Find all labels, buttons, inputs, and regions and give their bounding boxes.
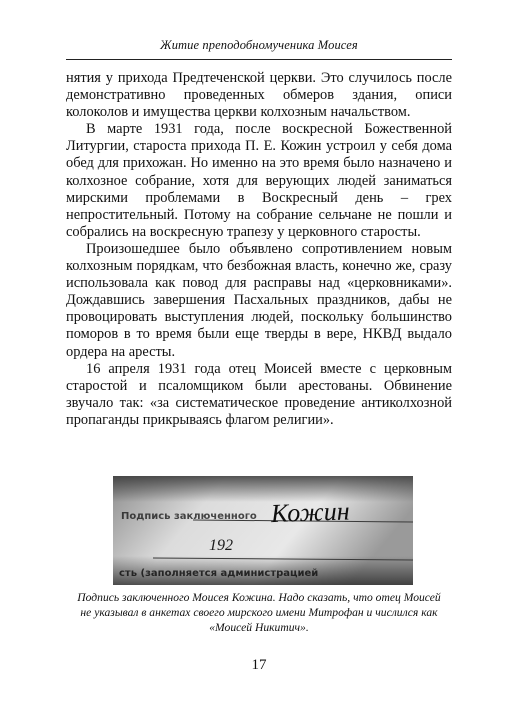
running-header: Житие преподобномученика Моисея: [160, 38, 358, 52]
header-rule: [66, 59, 452, 60]
paragraph: Произошедшее было объявлено сопротивлением новым колхозным порядкам, что безбожная власть, конечно же, сразу использовала как повод для расправы над «церковниками». Дождавшись завершения Пасхальных праздников, дабы не провоцировать выступления людей, поскольку большинство поморов в то время были еще тверды в вере, НКВД выдало ордера на аресты.: [66, 240, 452, 360]
photo-signature: Кожин: [270, 496, 351, 529]
paragraph: В марте 1931 года, после воскресной Божественной Литургии, староста прихода П. Е. Кожин устроил у себя дома обед для прихожан. Но именно на это время было назначено и колхозное собрание, хотя для верующих людей заниматься мирскими проблемами в Воскресный день – грех непростительный. Потому на собрание сельчане не пошли и собрались на воскресную трапезу у церковного старосты.: [66, 121, 452, 240]
paragraph: 16 апреля 1931 года отец Моисей вместе с церковным старостой и псаломщиком были арестованы. Обвинение звучало так: «за систематическое проведение антиколхозной пропаганды прикрываясь флагом религии».: [66, 360, 452, 428]
signature-photo-image: [113, 476, 413, 585]
page-number: 17: [251, 657, 267, 673]
photo-printed-label: Подпись заключенного: [121, 511, 257, 522]
photo-caption: Подпись заключенного Моисея Кожина. Надо сказать, что отец Моисей не указывал в анкетах своего мирского имени Митрофан и числился как «Моисей Никитич».: [77, 591, 441, 634]
body-text: [66, 70, 452, 429]
photo-number: 192: [209, 537, 233, 554]
signature-photo: [113, 476, 413, 585]
photo-bottom-text: сть (заполняется администрацией: [119, 568, 319, 579]
paragraph-continuation: нятия у прихода Предтеченской церкви. Это случилось после демонстративно проведенных обмеров здания, описи колоколов и имущества церкви колхозным начальством.: [66, 70, 452, 121]
